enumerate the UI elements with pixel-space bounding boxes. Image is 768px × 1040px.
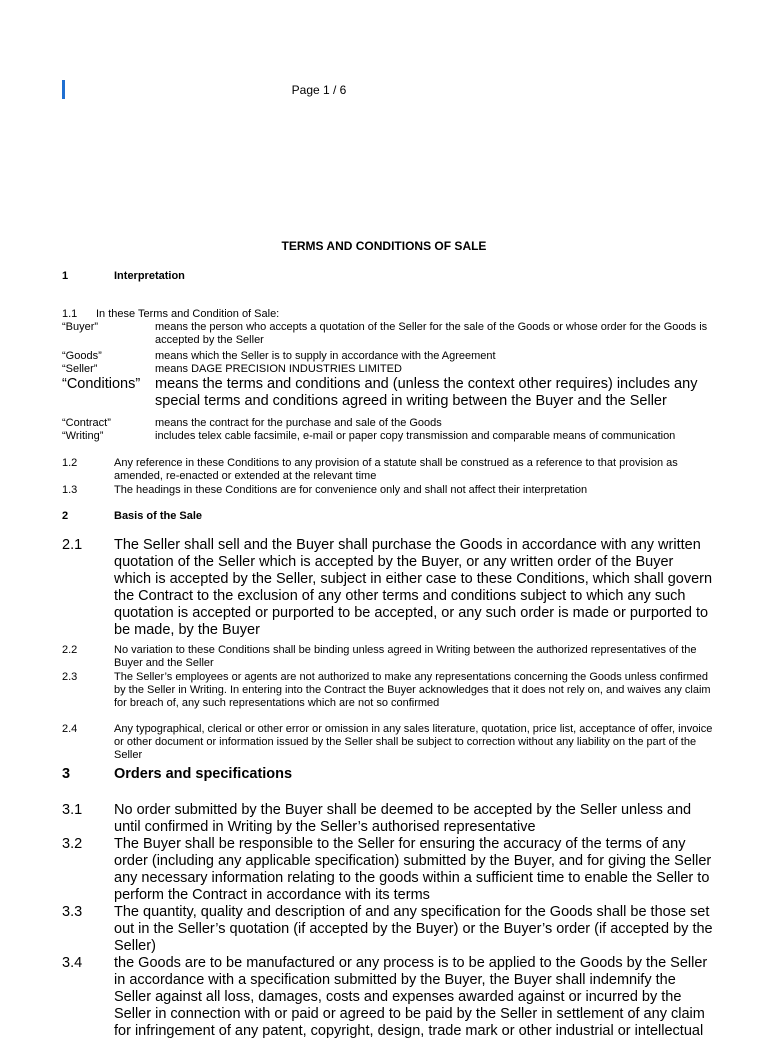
clause-text: Any typographical, clerical or other error or omission in any sales literature, quotation, price list, acceptance of offer, invoice or other document or information issued by the Seller shall be subject to correction without any liability on the part of the Seller [114,723,713,761]
definition-text: means DAGE PRECISION INDUSTRIES LIMITED [155,363,402,375]
definition-term: “Writing” [62,430,104,442]
definition-term: “Seller” [62,363,98,375]
clause-number: 1.3 [62,484,78,496]
clause-number: 2.2 [62,644,78,656]
clause-number: 2.4 [62,723,78,735]
clause-number: 1.1 [62,308,78,320]
definition-text: means which the Seller is to supply in accordance with the Agreement [155,350,496,362]
section-heading: Basis of the Sale [114,510,203,522]
section-number: 2 [62,510,69,522]
definition-text: includes telex cable facsimile, e-mail or paper copy transmission and comparable means of communication [155,430,676,442]
clause-text: The headings in these Conditions are for convenience only and shall not affect their interpretation [114,484,588,496]
clause-text: The Seller’s employees or agents are not authorized to make any representations concerning the Goods unless confirmed by the Seller in Writing. In entering into the Contract the Buyer acknowledges that it does not rely on, and waives any claim for breach of, any such representations which are not so confirmed [114,671,711,709]
clause-text: The Buyer shall be responsible to the Seller for ensuring the accuracy of the terms of any order (including any applicable specification) submitted by the Buyer, and for giving the Seller any necessary information relating to the goods within a sufficient time to enable the Seller to perform the Contract in accordance with its terms [114,836,712,903]
clause-number: 3.3 [62,904,83,920]
clause-number: 3.4 [62,955,83,971]
clause-text: No variation to these Conditions shall be binding unless agreed in Writing between the authorized representatives of the Buyer and the Seller [114,644,697,669]
clause-number: 1.2 [62,457,78,469]
definition-term: “Conditions” [62,376,141,392]
clause-text: Any reference in these Conditions to any provision of a statute shall be construed as a reference to that provision as amended, re-enacted or extended at the relevant time [114,457,678,482]
clause-text: No order submitted by the Buyer shall be deemed to be accepted by the Seller unless and until confirmed in Writing by the Seller’s authorised representative [114,802,692,835]
clause-text: the Goods are to be manufactured or any process is to be applied to the Goods by the Seller in accordance with a specification submitted by the Buyer, the Buyer shall indemnify the Seller against all loss, damages, costs and expenses awarded against or incurred by the Seller in connection with or paid or agreed to be paid by the Seller in settlement of any claim for infringement of any patent, copyright, design, trade mark or other industrial or intellectual [114,955,708,1039]
definition-term: “Goods” [62,350,102,362]
clause-number: 3.1 [62,802,83,818]
clause-text: The Seller shall sell and the Buyer shall purchase the Goods in accordance with any written quotation of the Seller which is accepted by the Buyer, or any written order of the Buyer which is accepted by the Seller, subject in either case to these Conditions, which shall govern the Contract to the exclusion of any other terms and conditions subject to which any such quotation is accepted or purported to be accepted, or any such order is made or purported to be made, by the Buyer [114,537,713,638]
definition-text: means the terms and conditions and (unless the context other requires) includes any special terms and conditions agreed in writing between the Buyer and the Seller [155,376,698,409]
section-heading: Interpretation [114,270,185,282]
definition-term: “Buyer” [62,321,99,333]
clause-number: 2.1 [62,537,83,553]
clause-text: In these Terms and Condition of Sale: [96,308,280,320]
clause-text: The quantity, quality and description of and any specification for the Goods shall be those set out in the Seller’s quotation (if accepted by the Buyer) or the Buyer’s order (if accepted by the Seller) [114,904,713,954]
document-title: TERMS AND CONDITIONS OF SALE [281,239,487,253]
clause-number: 2.3 [62,671,78,683]
clause-number: 3.2 [62,836,83,852]
definition-text: means the contract for the purchase and sale of the Goods [155,417,442,429]
section-number: 1 [62,270,69,282]
definition-text: means the person who accepts a quotation of the Seller for the sale of the Goods or whose order for the Goods is accepted by the Seller [155,321,708,346]
section-heading: Orders and specifications [114,766,293,782]
section-number: 3 [62,766,71,782]
page-number: Page 1 / 6 [291,83,347,97]
definition-term: “Contract” [62,417,111,429]
